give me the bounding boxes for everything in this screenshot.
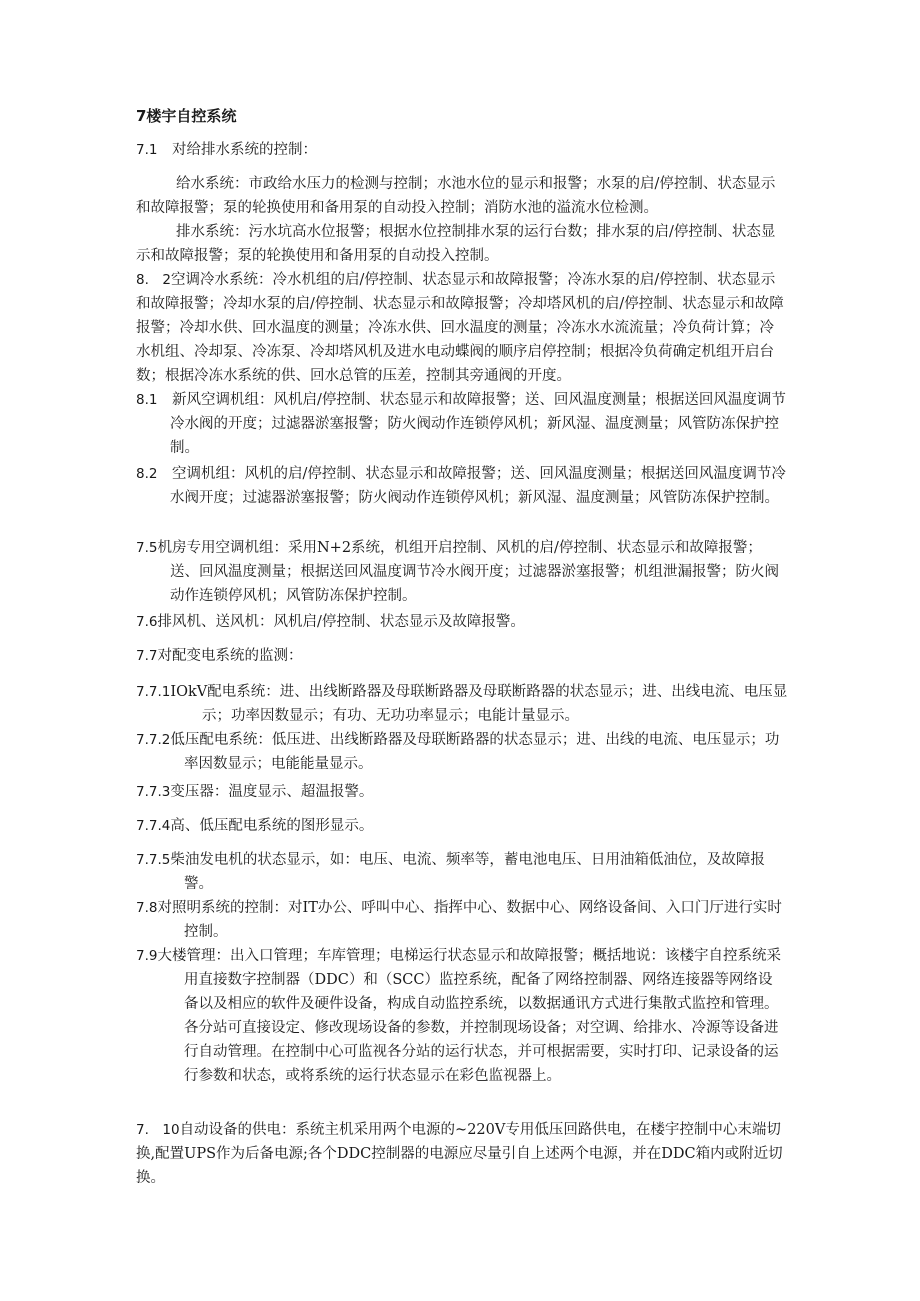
clause-8-2-air-handling-unit: [136, 462, 788, 510]
clause-number: 7.8: [136, 900, 158, 916]
clause-text: 对照明系统的控制：对IT办公、呼叫中心、指挥中心、数据中心、网络设备间、入口门厅进行实时控制。: [157, 900, 782, 940]
clause-7-7-1-10kv: [136, 680, 802, 728]
clause-number: 8. 2: [136, 272, 171, 288]
clause-number: 7.7: [136, 648, 158, 664]
clause-7-7-4-graphics: [136, 814, 786, 838]
clause-text: 变压器：温度显示、超温报警。: [170, 784, 374, 800]
drainage-paragraph: 排水系统：污水坑高水位报警；根据水位控制排水泵的运行台数；排水泵的启/停控制、状态显示和故障报警；泵的轮换使用和备用泵的自动投入控制。: [136, 224, 776, 264]
clause-number: 7.7.3: [136, 784, 171, 800]
clause-7-1: [136, 138, 786, 162]
clause-text: 新风空调机组：风机启/停控制、状态显示和故障报警；送、回风温度测量；根据送回风温度调节冷水阀的开度；过滤器淤塞报警；防火阀动作连锁停风机；新风湿、温度测量；风管防冻保护控制。: [170, 392, 786, 456]
clause-number: 8.1: [136, 392, 158, 408]
clause-number: 8.2: [136, 466, 158, 482]
clause-text: 排风机、送风机：风机启/停控制、状态显示及故障报警。: [157, 614, 525, 630]
clause-text: 对给排水系统的控制：: [171, 142, 317, 158]
clause-7-7-2-low-voltage: [136, 728, 786, 776]
clause-text: 空调冷水系统：冷水机组的启/停控制、状态显示和故障报警；冷冻水泵的启/停控制、状态显示和故障报警；冷却水泵的启/停控制、状态显示和故障报警；冷却塔风机的启/停控制、状态显示和故障报警；冷却水供、回水温度的测量；冷冻水供、回水温度的测量；冷冻水水流流量；冷负荷计算；冷水机组、冷却泵、冷冻泵、冷却塔风机及进水电动蝶阀的顺序启停控制；根据冷负荷确定机组开启台数；根据冷冻水系统的供、回水总管的压差，控制其旁通阀的开度。: [136, 272, 784, 384]
clause-7-9-building-management: [136, 944, 786, 1088]
clause-7-7-3-transformer: [136, 780, 786, 804]
clause-text: 机房专用空调机组：采用N+2系统，机组开启控制、风机的启/停控制、状态显示和故障报警；送、回风温度测量；根据送回风温度调节冷水阀开度；过滤器淤塞报警；机组泄漏报警；防火阀动作连锁停风机；风管防冻保护控制。: [157, 540, 779, 604]
clause-text: 柴油发电机的状态显示，如：电压、电流、频率等，蓄电池电压、日用油箱低油位，及故障报警。: [170, 852, 765, 892]
clause-7-7-5-generator: [136, 848, 786, 896]
clause-number: 7.7.2: [136, 732, 171, 748]
clause-number: 7.7.5: [136, 852, 171, 868]
water-supply-paragraph: 给水系统：市政给水压力的检测与控制；水池水位的显示和报警；水泵的启/停控制、状态显示和故障报警；泵的轮换使用和备用泵的自动投入控制；消防水池的溢流水位检测。: [136, 176, 776, 216]
clause-number: 7.9: [136, 948, 158, 964]
clause-text: 高、低压配电系统的图形显示。: [170, 818, 374, 834]
clause-text: 空调机组：风机的启/停控制、状态显示和故障报警；送、回风温度测量；根据送回风温度调节冷水阀开度；过滤器淤塞报警；防火阀动作连锁停风机；新风湿、温度测量；风管防冻保护控制。: [170, 466, 786, 506]
clause-7-6-fans: [136, 610, 786, 634]
clause-text: 大楼管理：出入口管理；车库管理；电梯运行状态显示和故障报警；概括地说：该楼宇自控系统采用直接数字控制器（DDC）和（SCC）监控系统，配备了网络控制器、网络连接器等网络设备以及相应的软件及硬件设备，构成自动监控系统，以数据通讯方式进行集散式监控和管理。各分站可直接设定、修改现场设备的参数，并控制现场设备；对空调、给排水、冷源等设备进行自动管理。在控制中心可监视各分站的运行状态，并可根据需要，实时打印、记录设备的运行参数和状态，或将系统的运行状态显示在彩色监视器上。: [157, 948, 781, 1084]
clause-number: 7.1: [136, 142, 158, 158]
clause-text: 对配变电系统的监测：: [157, 648, 303, 664]
clause-text: IOkV配电系统：进、出线断路器及母联断路器及母联断路器的状态显示；进、出线电流、电压显示；功率因数显示；有功、无功功率显示；电能计量显示。: [170, 684, 788, 724]
clause-7-5-machine-room-ac: [136, 536, 788, 608]
clause-8-2-chilled-water: [136, 268, 786, 388]
clause-number: 7.5: [136, 540, 158, 556]
clause-number: 7.7.4: [136, 818, 171, 834]
section-title: 7楼宇自控系统: [136, 107, 237, 125]
clause-7-10-power-supply: [136, 1118, 786, 1190]
clause-8-1-fresh-air-unit: [136, 388, 788, 460]
clause-text: 低压配电系统：低压进、出线断路器及母联断路器的状态显示；进、出线的电流、电压显示；功率因数显示；电能能量显示。: [170, 732, 780, 772]
clause-number: 7. 10: [136, 1122, 180, 1138]
clause-7-8-lighting: [136, 896, 786, 944]
clause-number: 7.7.1: [136, 684, 171, 700]
clause-text: 自动设备的供电：系统主机采用两个电源的~220V专用低压回路供电，在楼宇控制中心末端切换,配置UPS作为后备电源;各个DDC控制器的电源应尽量引自上述两个电源，并在DDC箱内或附近切换。: [136, 1122, 783, 1186]
clause-number: 7.6: [136, 614, 158, 630]
clause-7-7-power-monitoring: [136, 644, 786, 668]
